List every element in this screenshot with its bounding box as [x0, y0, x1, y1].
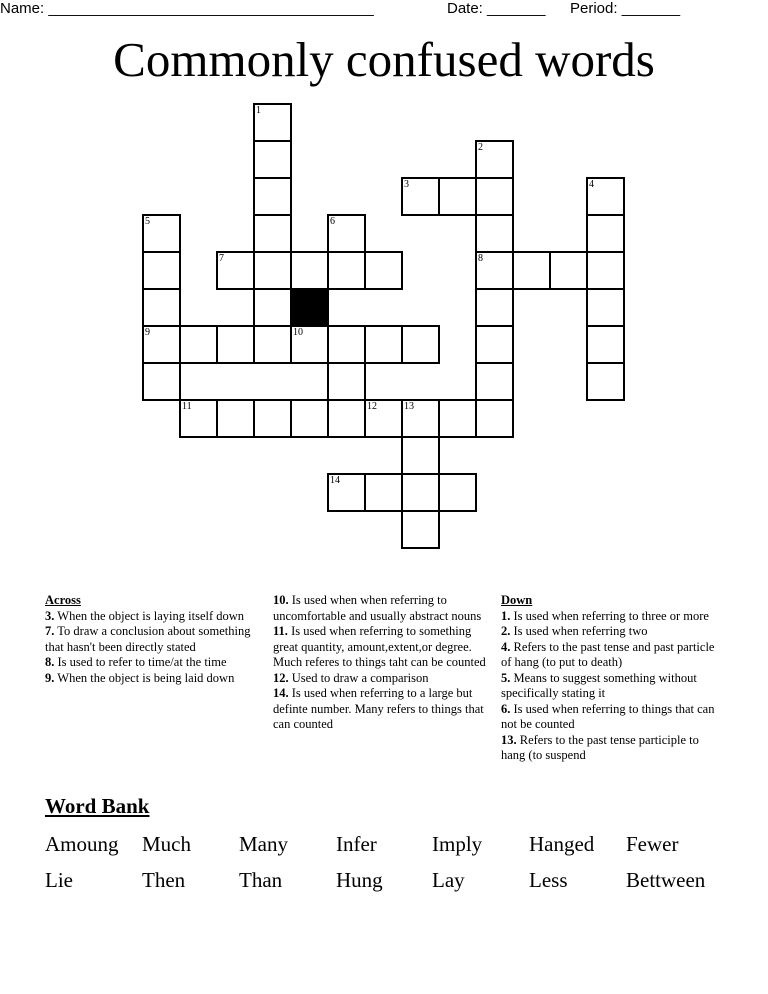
- clue-number: 13: [404, 401, 414, 412]
- crossword-cell[interactable]: [401, 510, 440, 549]
- crossword-cell[interactable]: [364, 399, 403, 438]
- crossword-cell[interactable]: [142, 362, 181, 401]
- crossword-cell[interactable]: [438, 177, 477, 216]
- clue-number: 8: [478, 253, 483, 264]
- clue-number: 12: [367, 401, 377, 412]
- crossword-cell[interactable]: [475, 140, 514, 179]
- crossword-cell[interactable]: [327, 325, 366, 364]
- word-bank-word: Hung: [336, 868, 383, 892]
- clue-across-7: 7. To draw a conclusion about something that hasn't been directly stated: [45, 624, 251, 654]
- clue-number: 3: [404, 179, 409, 190]
- crossword-cell[interactable]: [253, 325, 292, 364]
- word-bank-word: Then: [142, 868, 186, 892]
- clue-number: 10: [293, 327, 303, 338]
- clue-down-13: 13. Refers to the past tense participle to hang (to suspend: [501, 732, 699, 762]
- word-bank-word: Than: [239, 868, 283, 892]
- crossword-cell[interactable]: [586, 214, 625, 253]
- crossword-cell[interactable]: [549, 251, 588, 290]
- crossword-cell[interactable]: [253, 251, 292, 290]
- word-bank-word: Many: [239, 832, 288, 856]
- clue-number: 9: [145, 327, 150, 338]
- crossword-cell[interactable]: [586, 177, 625, 216]
- crossword-cell[interactable]: [179, 399, 218, 438]
- crossword-cell[interactable]: [216, 325, 255, 364]
- clue-number: 5: [145, 216, 150, 227]
- crossword-cell[interactable]: [586, 288, 625, 327]
- down-clues: [501, 593, 723, 764]
- clue-number: 2: [478, 142, 483, 153]
- crossword-cell[interactable]: [327, 251, 366, 290]
- crossword-cell[interactable]: [475, 362, 514, 401]
- word-bank-word: Infer: [336, 832, 377, 856]
- crossword-cell[interactable]: [475, 251, 514, 290]
- clue-across-11: 11. Is used when referring to something great quantity, amount,extent,or degree. Much referes to things taht can be counted: [273, 624, 486, 669]
- crossword-cell[interactable]: [364, 473, 403, 512]
- word-bank-word: Lie: [45, 868, 73, 892]
- crossword-cell[interactable]: [216, 251, 255, 290]
- crossword-cell[interactable]: [142, 251, 181, 290]
- crossword-cell[interactable]: [290, 325, 329, 364]
- word-bank-word: Hanged: [529, 832, 595, 856]
- crossword-cell[interactable]: [142, 214, 181, 253]
- crossword-cell[interactable]: [142, 288, 181, 327]
- period-field[interactable]: Period: _______: [570, 0, 681, 17]
- clue-across-10: 10. Is used when when referring to uncomfortable and usually abstract nouns: [273, 593, 482, 623]
- clue-number: 14: [330, 475, 340, 486]
- crossword-cell[interactable]: [401, 436, 440, 475]
- clue-across-3: 3. When the object is laying itself down: [45, 608, 245, 623]
- page-title: Commonly confused words: [113, 32, 655, 87]
- crossword-cell[interactable]: [586, 251, 625, 290]
- crossword-cell[interactable]: [475, 214, 514, 253]
- crossword-cell[interactable]: [179, 325, 218, 364]
- crossword-cell[interactable]: [475, 325, 514, 364]
- crossword-cell[interactable]: [253, 140, 292, 179]
- crossword-cell[interactable]: [216, 399, 255, 438]
- name-field[interactable]: Name: _______________________________________: [0, 0, 374, 17]
- crossword-cell[interactable]: [253, 214, 292, 253]
- crossword-cell[interactable]: [327, 362, 366, 401]
- blocked-cell: [290, 288, 329, 327]
- crossword-cell[interactable]: [438, 399, 477, 438]
- crossword-cell[interactable]: [364, 251, 403, 290]
- crossword-cell[interactable]: [253, 288, 292, 327]
- crossword-cell[interactable]: [586, 362, 625, 401]
- crossword-cell[interactable]: [253, 177, 292, 216]
- crossword-cell[interactable]: [401, 325, 440, 364]
- crossword-cell[interactable]: [290, 399, 329, 438]
- crossword-cell[interactable]: [586, 325, 625, 364]
- crossword-cell[interactable]: [364, 325, 403, 364]
- crossword-cell[interactable]: [475, 399, 514, 438]
- clue-down-2: 2. Is used when referring two: [501, 624, 648, 638]
- clue-across-14: 14. Is used when referring to a large but definte number. Many refers to things that can counted: [273, 686, 484, 731]
- clue-across-8: 8. Is used to refer to time/at the time: [45, 655, 227, 669]
- across-clues: [45, 593, 255, 686]
- crossword-cell[interactable]: [475, 288, 514, 327]
- clue-number: 7: [219, 253, 224, 264]
- word-bank-word: Amoung: [45, 832, 119, 856]
- crossword-cell[interactable]: [438, 473, 477, 512]
- crossword-cell[interactable]: [401, 177, 440, 216]
- crossword-cell[interactable]: [401, 399, 440, 438]
- crossword-cell[interactable]: [401, 473, 440, 512]
- word-bank-word: Less: [529, 868, 568, 892]
- crossword-cell[interactable]: [327, 473, 366, 512]
- word-bank-word: Imply: [432, 832, 483, 856]
- clue-number: 6: [330, 216, 335, 227]
- clue-across-12: 12. Used to draw a comparison: [273, 670, 429, 685]
- clue-down-6: 6. Is used when referring to things that can not be counted: [501, 701, 715, 731]
- down-heading: Down: [501, 593, 533, 607]
- word-bank-title: Word Bank: [45, 794, 150, 818]
- crossword-cell[interactable]: [253, 103, 292, 142]
- across-clues-continued: [273, 593, 487, 733]
- word-bank-word: Lay: [432, 868, 465, 892]
- across-heading: Across: [45, 593, 81, 607]
- clue-number: 1: [256, 105, 261, 116]
- clue-down-1: 1. Is used when referring to three or more: [501, 608, 709, 623]
- word-bank-word: Much: [142, 832, 191, 856]
- word-bank-word: Fewer: [626, 832, 679, 856]
- clue-number: 4: [589, 179, 594, 190]
- crossword-cell[interactable]: [327, 399, 366, 438]
- crossword-cell[interactable]: [253, 399, 292, 438]
- crossword-cell[interactable]: [512, 251, 551, 290]
- clue-number: 11: [182, 401, 192, 412]
- clue-down-4: 4. Refers to the past tense and past particle of hang (to put to death): [501, 639, 715, 669]
- date-field[interactable]: Date: _______: [447, 0, 546, 17]
- crossword-cell[interactable]: [327, 214, 366, 253]
- clue-down-5: 5. Means to suggest something without specifically stating it: [501, 670, 697, 700]
- word-bank-word: Bettween: [626, 868, 706, 892]
- clue-across-9: 9. When the object is being laid down: [45, 670, 235, 685]
- crossword-cell[interactable]: [475, 177, 514, 216]
- crossword-cell[interactable]: [290, 251, 329, 290]
- crossword-cell[interactable]: [142, 325, 181, 364]
